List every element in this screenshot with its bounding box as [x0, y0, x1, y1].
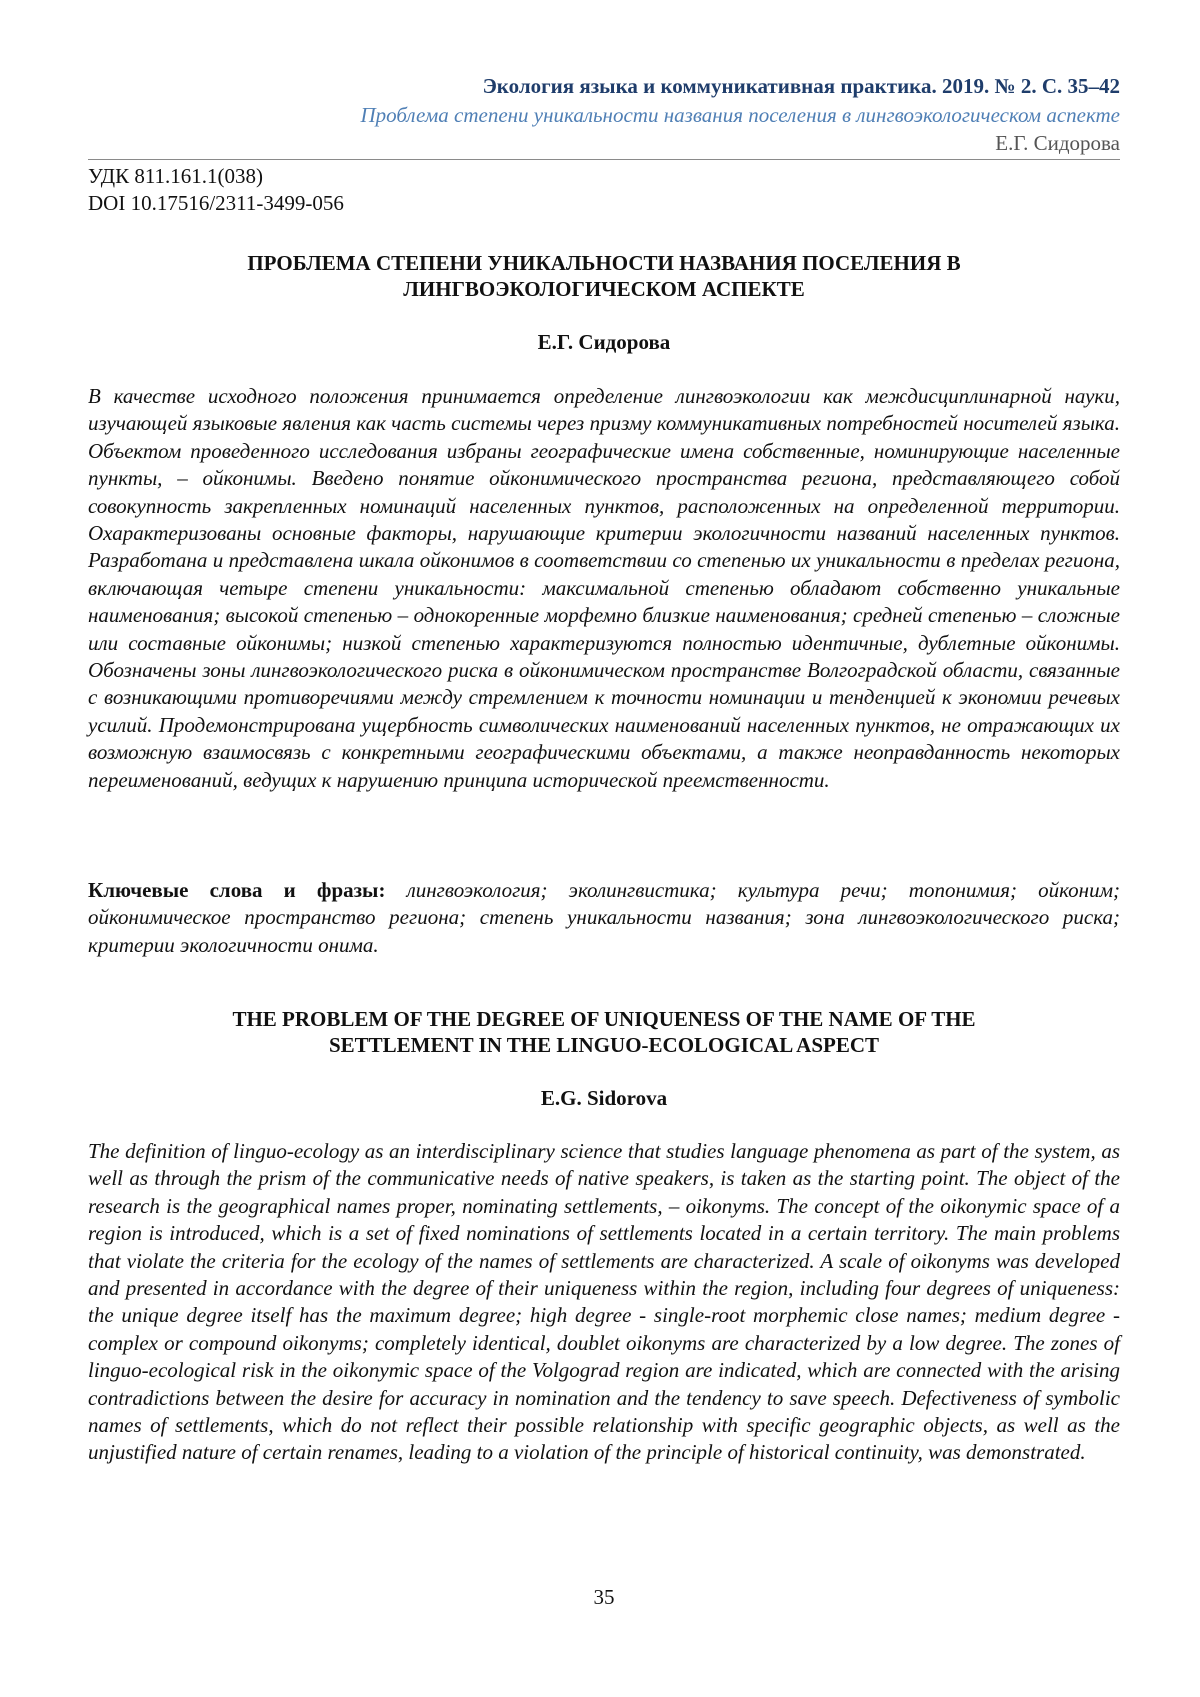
author-name-en: E.G. Sidorova	[540, 1086, 668, 1110]
article-title-en-line1: THE PROBLEM OF THE DEGREE OF UNIQUENESS OF THE NAME OF THE	[232, 1007, 976, 1031]
doi-identifier: DOI 10.17516/2311-3499-056	[88, 191, 344, 215]
abstract-en: The definition of linguo-ecology as an interdisciplinary science that studies language phenomena as part of the system, as well as through the prism of the communicative needs of native speakers, is taken as the starting point. The object of the research is the geographical names proper, nominating settlements, – oikonyms. The concept of the oikonymic space of a region is introduced, which is a set of fixed nominations of settlements located in a certain territory. The main problems that violate the criteria for the ecology of the names of settlements are characterized. A scale of oikonyms was developed and presented in accordance with the degree of their uniqueness within the region, including four degrees of uniqueness: the unique degree itself has the maximum degree; high degree - single-root morphemic close names; medium degree - complex or compound oikonyms; completely identical, doublet oikonyms are characterized by a low degree. The zones of linguo-ecological risk in the oikonymic space of the Volgograd region are indicated, which are connected with the arising contradictions between the desire for accuracy in nomination and the tendency to save speech. Defectiveness of symbolic names of settlements, which do not reflect their possible relationship with specific geographic objects, as well as the unjustified nature of certain renames, leading to a violation of the principle of historical continuity, was demonstrated.	[88, 1139, 1120, 1465]
article-title-ru-line2: ЛИНГВОЭКОЛОГИЧЕСКОМ АСПЕКТЕ	[403, 277, 805, 301]
running-author: Е.Г. Сидорова	[995, 131, 1120, 155]
keywords-text: лингвоэкология; эколингвистика; культура речи; топонимия; ойконим; ойконимическое пространство региона; степень уникальности названия; зона лингвоэкологического риска; критерии экологичности онима.	[88, 878, 1120, 957]
abstract-ru: В качестве исходного положения принимается определение лингвоэкологии как междисциплинарной науки, изучающей языковые явления как часть системы через призму коммуникативных потребностей носителей языка. Объектом проведенного исследования избраны географические имена собственные, номинирующие населенные пункты, – ойконимы. Введено понятие ойконимического пространства региона, представляющего собой совокупность закрепленных номинаций населенных пунктов, расположенных на определенной территории. Охарактеризованы основные факторы, нарушающие критерии экологичности названий населенных пунктов. Разработана и представлена шкала ойконимов в соответствии со степенью их уникальности в пределах региона, включающая четыре степени уникальности: максимальной степенью обладают собственно уникальные наименования; высокой степенью – однокоренные морфемно близкие наименования; средней степенью – сложные или составные ойконимы; низкой степенью характеризуются полностью идентичные, дублетные ойконимы. Обозначены зоны лингвоэкологического риска в ойконимическом пространстве Волгоградской области, связанные с возникающими противоречиями между стремлением к точности номинации и тенденцией к экономии речевых усилий. Продемонстрирована ущербность символических наименований населенных пунктов, не отражающих их возможную взаимосвязь с конкретными географическими объектами, а также неоправданность некоторых переименований, ведущих к нарушению принципа исторической преемственности.	[88, 384, 1120, 792]
article-title-ru	[88, 250, 1120, 302]
udk-code: УДК 811.161.1(038)	[88, 164, 264, 188]
keywords-label: Ключевые слова и фразы:	[88, 878, 386, 902]
journal-citation: Экология языка и коммуникативная практика. 2019. № 2. С. 35–42	[482, 74, 1120, 98]
running-title: Проблема степени уникальности названия поселения в лингвоэкологическом аспекте	[360, 103, 1120, 127]
keywords-ru	[88, 877, 1120, 959]
page-number: 35	[593, 1585, 615, 1609]
article-title-ru-line1: ПРОБЛЕМА СТЕПЕНИ УНИКАЛЬНОСТИ НАЗВАНИЯ ПОСЕЛЕНИЯ В	[247, 251, 961, 275]
article-title-en	[88, 1006, 1120, 1058]
author-name-ru: Е.Г. Сидорова	[537, 330, 671, 354]
article-title-en-line2: SETTLEMENT IN THE LINGUO-ECOLOGICAL ASPECT	[328, 1033, 880, 1057]
header-divider	[88, 159, 1120, 160]
